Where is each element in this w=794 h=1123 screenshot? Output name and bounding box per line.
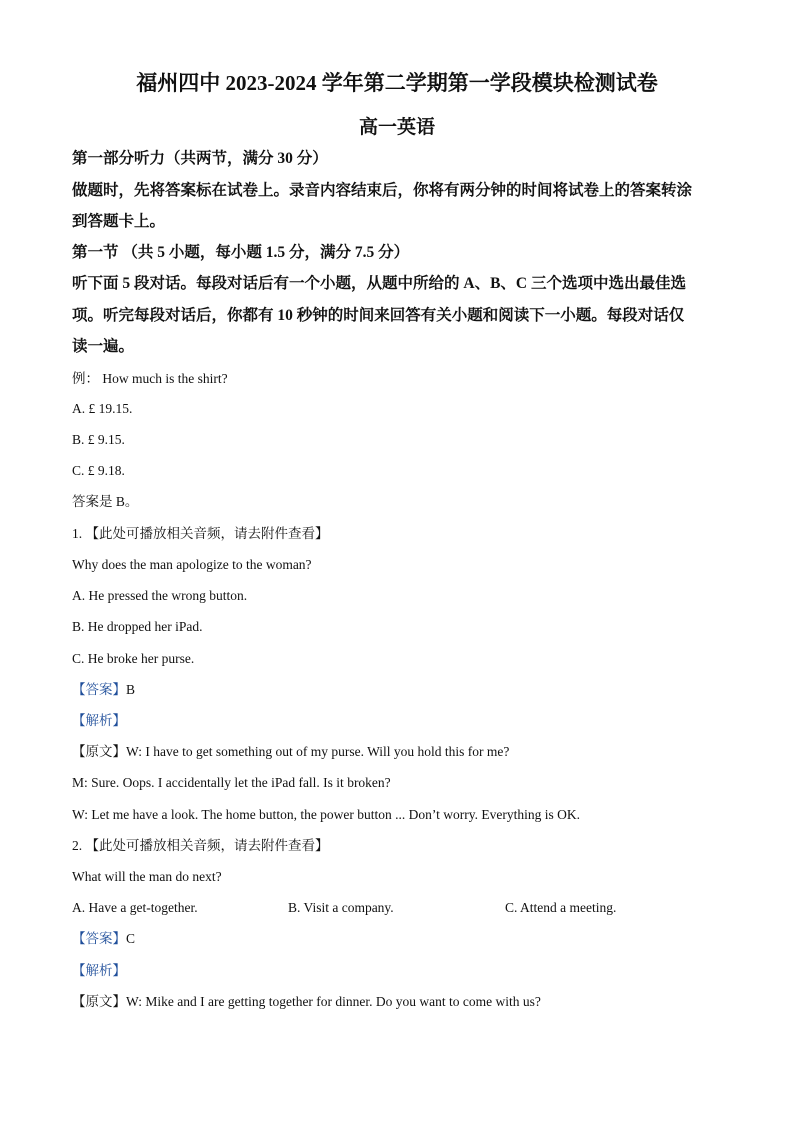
question-2-option-a: A. Have a get-together. [72, 900, 198, 915]
question-2-header: 2. 【此处可播放相关音频，请去附件查看】 [72, 838, 329, 853]
question-2-analysis-tag: 【解析】 [72, 963, 126, 978]
instruction-line: 听下面 5 段对话。每段对话后有一个小题，从题中所给的 A、B、C 三个选项中选出最佳选 [72, 275, 686, 292]
question-1-option-a: A. He pressed the wrong button. [72, 588, 248, 603]
question-1-original-line: W: Let me have a look. The home button, the power button ... Don’t worry. Everything is OK. [72, 807, 581, 822]
question-2-option-b: B. Visit a company. [288, 900, 394, 915]
question-1-analysis-tag: 【解析】 [72, 713, 126, 728]
question-1-option-b: B. He dropped her iPad. [72, 619, 203, 634]
question-1-answer [72, 680, 732, 700]
part-heading: 第一部分听力（共两节，满分 30 分） [72, 150, 328, 167]
page-title: 福州四中 2023-2024 学年第二学期第一学段模块检测试卷 [136, 71, 658, 95]
question-2-answer [72, 929, 732, 949]
question-2-option-c: C. Attend a meeting. [505, 900, 617, 915]
page-subtitle: 高一英语 [358, 117, 435, 138]
question-1-text: Why does the man apologize to the woman? [72, 557, 312, 572]
question-1-original-line: M: Sure. Oops. I accidentally let the iPad fall. Is it broken? [72, 775, 391, 790]
question-2-text: What will the man do next? [72, 869, 222, 884]
section-heading: 第一节 （共 5 小题，每小题 1.5 分，满分 7.5 分） [72, 244, 410, 261]
instruction-line: 到答题卡上。 [72, 213, 166, 230]
example-question: 例： How much is the shirt? [72, 371, 228, 386]
original-tag: 【原文】 [72, 994, 126, 1009]
original-tag: 【原文】 [72, 744, 126, 759]
question-2-original [72, 992, 732, 1012]
instruction-line: 做题时，先将答案标在试卷上。录音内容结束后，你将有两分钟的时间将试卷上的答案转涂 [72, 182, 693, 199]
question-1-original [72, 742, 732, 762]
answer-value: B [126, 682, 136, 697]
instruction-line: 项。听完每段对话后，你都有 10 秒钟的时间来回答有关小题和阅读下一小题。每段对话仅 [72, 307, 685, 324]
answer-tag: 【答案】 [72, 931, 126, 946]
example-answer: 答案是 B。 [72, 494, 139, 509]
question-1-header: 1. 【此处可播放相关音频，请去附件查看】 [72, 526, 329, 541]
example-option-c: C. £ 9.18. [72, 463, 125, 478]
example-option-a: A. £ 19.15. [72, 401, 133, 416]
original-line: W: I have to get something out of my purse. Will you hold this for me? [126, 744, 510, 759]
instruction-line: 读一遍。 [72, 338, 135, 355]
example-option-b: B. £ 9.15. [72, 432, 125, 447]
question-1-option-c: C. He broke her purse. [72, 651, 195, 666]
answer-tag: 【答案】 [72, 682, 126, 697]
answer-value: C [126, 931, 136, 946]
original-line: W: Mike and I are getting together for dinner. Do you want to come with us? [126, 994, 541, 1009]
